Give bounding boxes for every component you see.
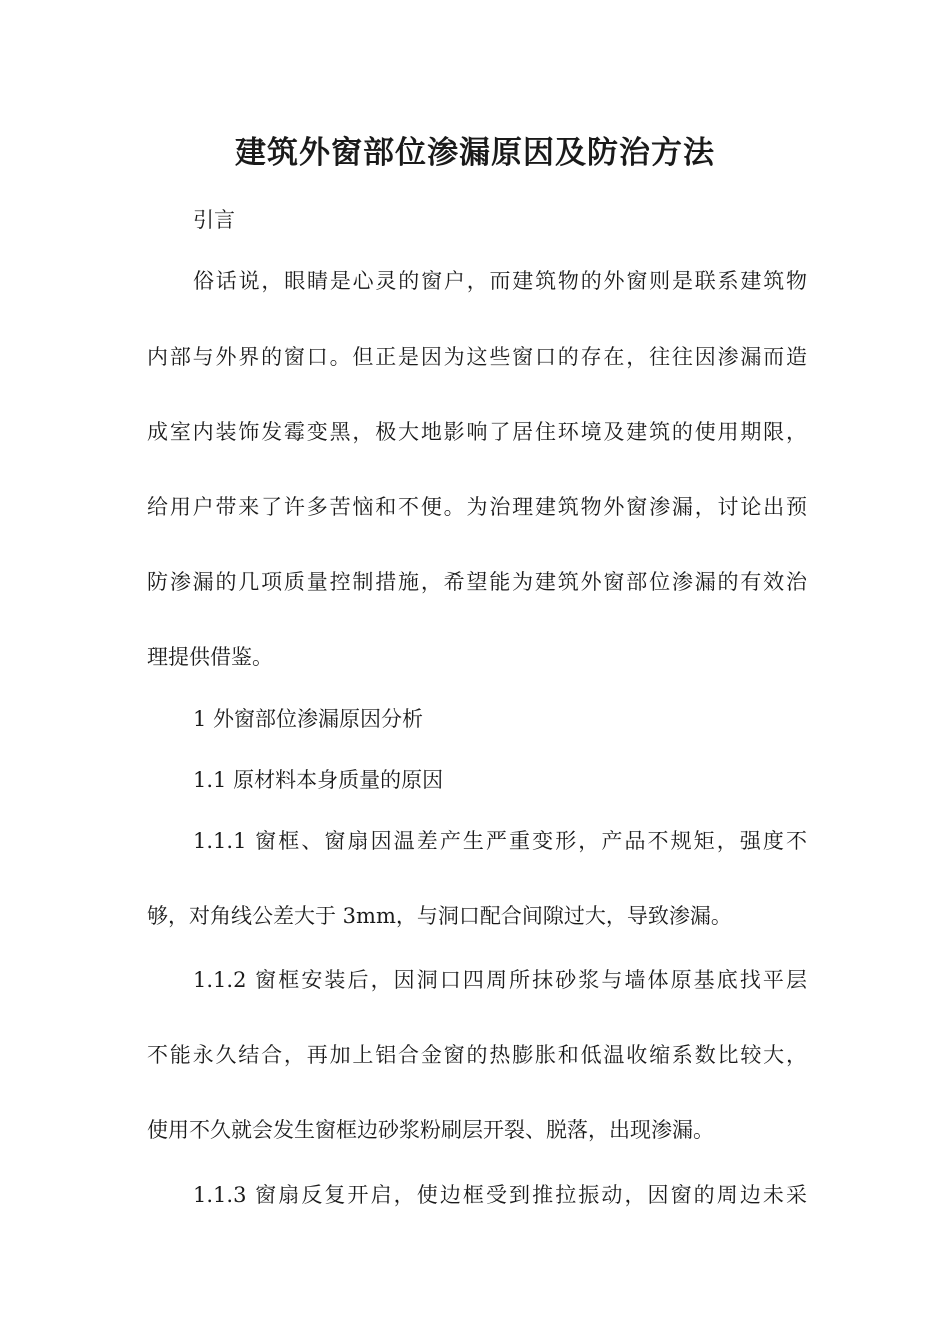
paragraph-line: 给用户带来了许多苦恼和不便。为治理建筑物外窗渗漏，讨论出预 (147, 495, 807, 519)
paragraph-line: 内部与外界的窗口。但正是因为这些窗口的存在，往往因渗漏而造 (147, 345, 807, 369)
subsection-heading: 1.1 原材料本身质量的原因 (193, 768, 444, 792)
paragraph-line: 理提供借鉴。 (147, 645, 273, 669)
paragraph-line: 防渗漏的几项质量控制措施，希望能为建筑外窗部位渗漏的有效治 (147, 570, 807, 594)
paragraph-line: 1.1.2 窗框安装后，因洞口四周所抹砂浆与墙体原基底找平层 (193, 968, 807, 992)
heading-introduction: 引言 (193, 208, 235, 232)
paragraph-line: 俗话说，眼睛是心灵的窗户，而建筑物的外窗则是联系建筑物 (193, 269, 807, 293)
document-title: 建筑外窗部位渗漏原因及防治方法 (235, 135, 715, 171)
paragraph-line: 够，对角线公差大于 3mm，与洞口配合间隙过大，导致渗漏。 (147, 904, 732, 928)
paragraph-line: 成室内装饰发霉变黑，极大地影响了居住环境及建筑的使用期限， (147, 420, 807, 444)
paragraph-line: 不能永久结合，再加上铝合金窗的热膨胀和低温收缩系数比较大， (147, 1043, 807, 1067)
paragraph-line: 1.1.3 窗扇反复开启，使边框受到推拉振动，因窗的周边未采 (193, 1183, 807, 1207)
section-heading: 1 外窗部位渗漏原因分析 (193, 707, 424, 731)
paragraph-line: 使用不久就会发生窗框边砂浆粉刷层开裂、脱落，出现渗漏。 (147, 1118, 714, 1142)
paragraph-line: 1.1.1 窗框、窗扇因温差产生严重变形，产品不规矩，强度不 (193, 829, 807, 853)
